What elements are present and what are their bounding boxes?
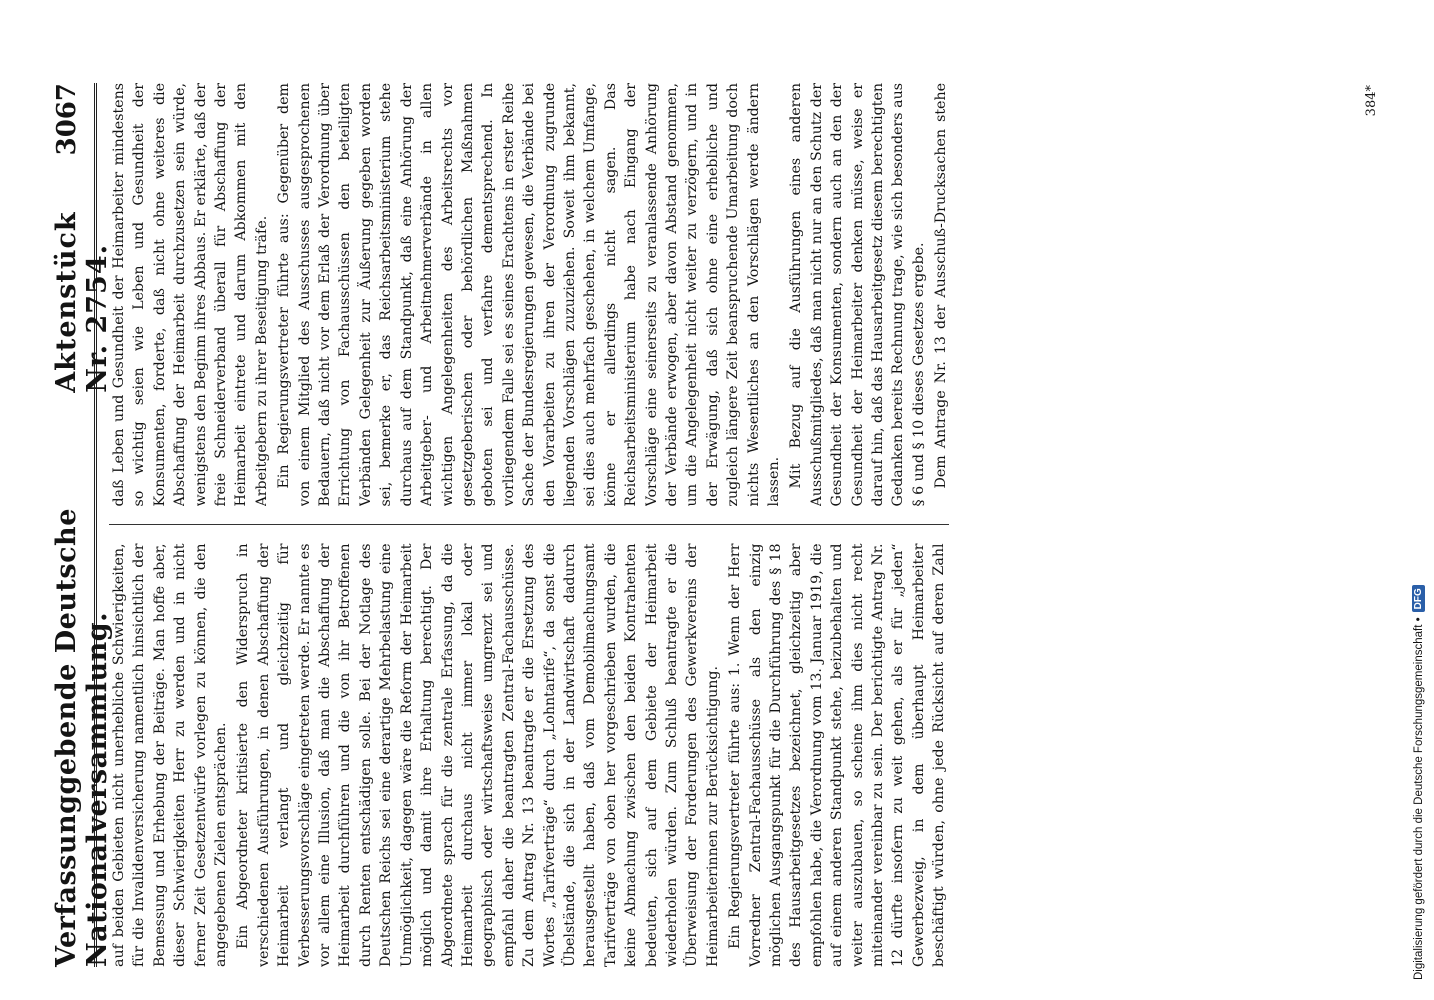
rotated-document-page [45,65,1379,985]
paragraph: Ein Regierungsvertreter führte aus: 1. Wenn der Herr Vorredner Zentral-Fachausschüsse als den einzig möglichen Ausgangspunkt für die Durchführung des § 18 des Hausarbeitgesetzes bezeichnet, gleichzeitig aber empfohlen habe, die Verordnung vom 13. Januar 1919, die auf einem anderen Standpunkt stehe, beizubehalten und weiter auszubauen, so scheine ihm dies nicht recht miteinander vereinbar zu sein. Der berichtigte Antrag Nr. 12 dürfte insofern zu weit gehen, als er für „jeden“ Gewerbezweig, in dem überhaupt Heimarbeiter beschäftigt würden, ohne jede Rücksicht auf deren Zahl [727,543,948,967]
text-columns [109,83,949,967]
paragraph: Ein Regierungsvertreter führte aus: Gegenüber dem von einem Mitglied des Ausschusses ausgesprochenen Bedauern, daß nicht vor dem Erlaß der Verordnung über Errichtung von Fachausschüssen den beteiligten Verbänden Gelegenheit zur Äußerung gegeben worden sei, bemerke er, das Reichsarbeitsministerium stehe durchaus auf dem Standpunkt, daß eine Anhörung der Arbeitgeber- und Arbeitnehmerverbände in allen wichtigen Angelegenheiten des Arbeitsrechts vor gesetzgeberischen oder behördlichen Maßnahmen geboten sei und verfahre dementsprechend. In vorliegendem Falle sei es seines Erachtens in erster Reihe Sache der Bundesregierungen gewesen, die Verbände bei den Vorarbeiten zu ihren der Verordnung zugrunde liegenden Vorschlägen zuzuziehen. Soweit ihm bekannt, sei dies auch mehrfach geschehen, in welchem Umfange, könne er allerdings nicht sagen. Das Reichsarbeitsministerium habe nach Eingang der Vorschläge eine seinerseits zu veranlassende Anhörung der Verbände erwogen, aber davon Abstand genommen, um die Angelegenheit nicht weiter zu verzögern, und in der Erwägung, daß sich ohne eine erhebliche und zugleich längere Zeit beanspruchende Umarbeitung doch nichts Wesentliches an den Vorschlägen werde ändern lassen. [276,83,782,507]
right-column [109,83,949,507]
credit-text: Digitalisierung gefördert durch die Deutsche Forschungsgemeinschaft • [1412,617,1425,980]
page-number: 3067 [52,83,82,156]
dfg-logo: DFG [1412,585,1425,612]
paragraph: auf beiden Gebieten nicht unerhebliche Schwierigkeiten, für die Invalidenversicherung namentlich hinsichtlich der Bemessung und Erhebung der Beiträge. Man hoffe aber, dieser Schwierigkeiten Herr zu werden und in nicht ferner Zeit Gesetzentwürfe vorlegen zu können, die den angegebenen Zielen entsprächen. [111,543,230,967]
paragraph: Mit Bezug auf die Ausführungen eines anderen Ausschußmitgliedes, daß man nicht nur an den Schutz der Gesundheit der Konsumenten, sondern auch an den der Gesundheit der Heimarbeiter denken müsse, weise er darauf hin, daß das Hausarbeitgesetz diesem berechtigten Gedanken bereits Rechnung trage, wie sich besonders aus § 6 und § 10 dieses Gesetzes ergebe. [788,83,927,507]
left-column [109,544,949,968]
paragraph: Dem Antrage Nr. 13 der Ausschuß-Drucksachen stehe [933,83,949,489]
paragraph: Ein Abgeordneter kritisierte den Widerspruch in verschiedenen Ausführungen, in denen Abschaffung der Heimarbeit verlangt und gleichzeitig für Verbesserungsvorschläge eingetreten werde. Er nannte es vor allem eine Illusion, daß man die Abschaffung der Heimarbeit durchführen und die von ihr Betroffenen durch Renten entschädigen solle. Bei der Notlage des Deutschen Reichs sei eine derartige Mehrbelastung eine Unmöglichkeit, dagegen wäre die Reform der Heimarbeit möglich und damit ihre Erhaltung berechtigt. Der Abgeordnete sprach für die zentrale Erfassung, da die Heimarbeit durchaus nicht immer lokal oder geographisch oder wirtschaftsweise umgrenzt sei und empfahl daher die beantragten Zentral-Fachausschüsse. Zu dem Antrag Nr. 13 beantragte er die Ersetzung des Wortes „Tarifverträge“ durch „Lohntarife“, da sonst die Übelstände, die sich in der Landwirtschaft dadurch herausgestellt haben, daß vom Demobilmachungsamt Tarifverträge von oben her vorgeschrieben wurden, die keine Abmachung zwischen den beiden Kontrahenten bedeuten, sich auf dem Gebiete der Heimarbeit wiederholen würden. Zum Schluß beantragte er die Überweisung der Forderungen des Gewerkvereins der Heimarbeiterinnen zur Berücksichtigung. [235,543,721,967]
page-header [51,83,113,967]
assembly-title: Verfassunggebende Deutsche Nationalversammlung. [51,508,113,967]
signature-mark: 384* [1364,85,1379,117]
document-number: Aktenstück Nr. 2754. [51,211,113,393]
column-divider [109,525,949,526]
paragraph: daß Leben und Gesundheit der Heimarbeiter mindestens so wichtig seien wie Leben und Gesundheit der Konsumenten, forderte, daß nicht ohne weiteres die Abschaffung der Heimarbeit durchzusetzen sein würde, wenigstens den Beginm ihres Abbaus. Er erklärte, daß der freie Schneiderverband überall für Abschaffung der Heimarbeit eintrete und darum Abkommen mit den Arbeitgebern zu ihrer Beseitigung träfe. [111,83,270,507]
digitization-credit [1412,0,1425,980]
